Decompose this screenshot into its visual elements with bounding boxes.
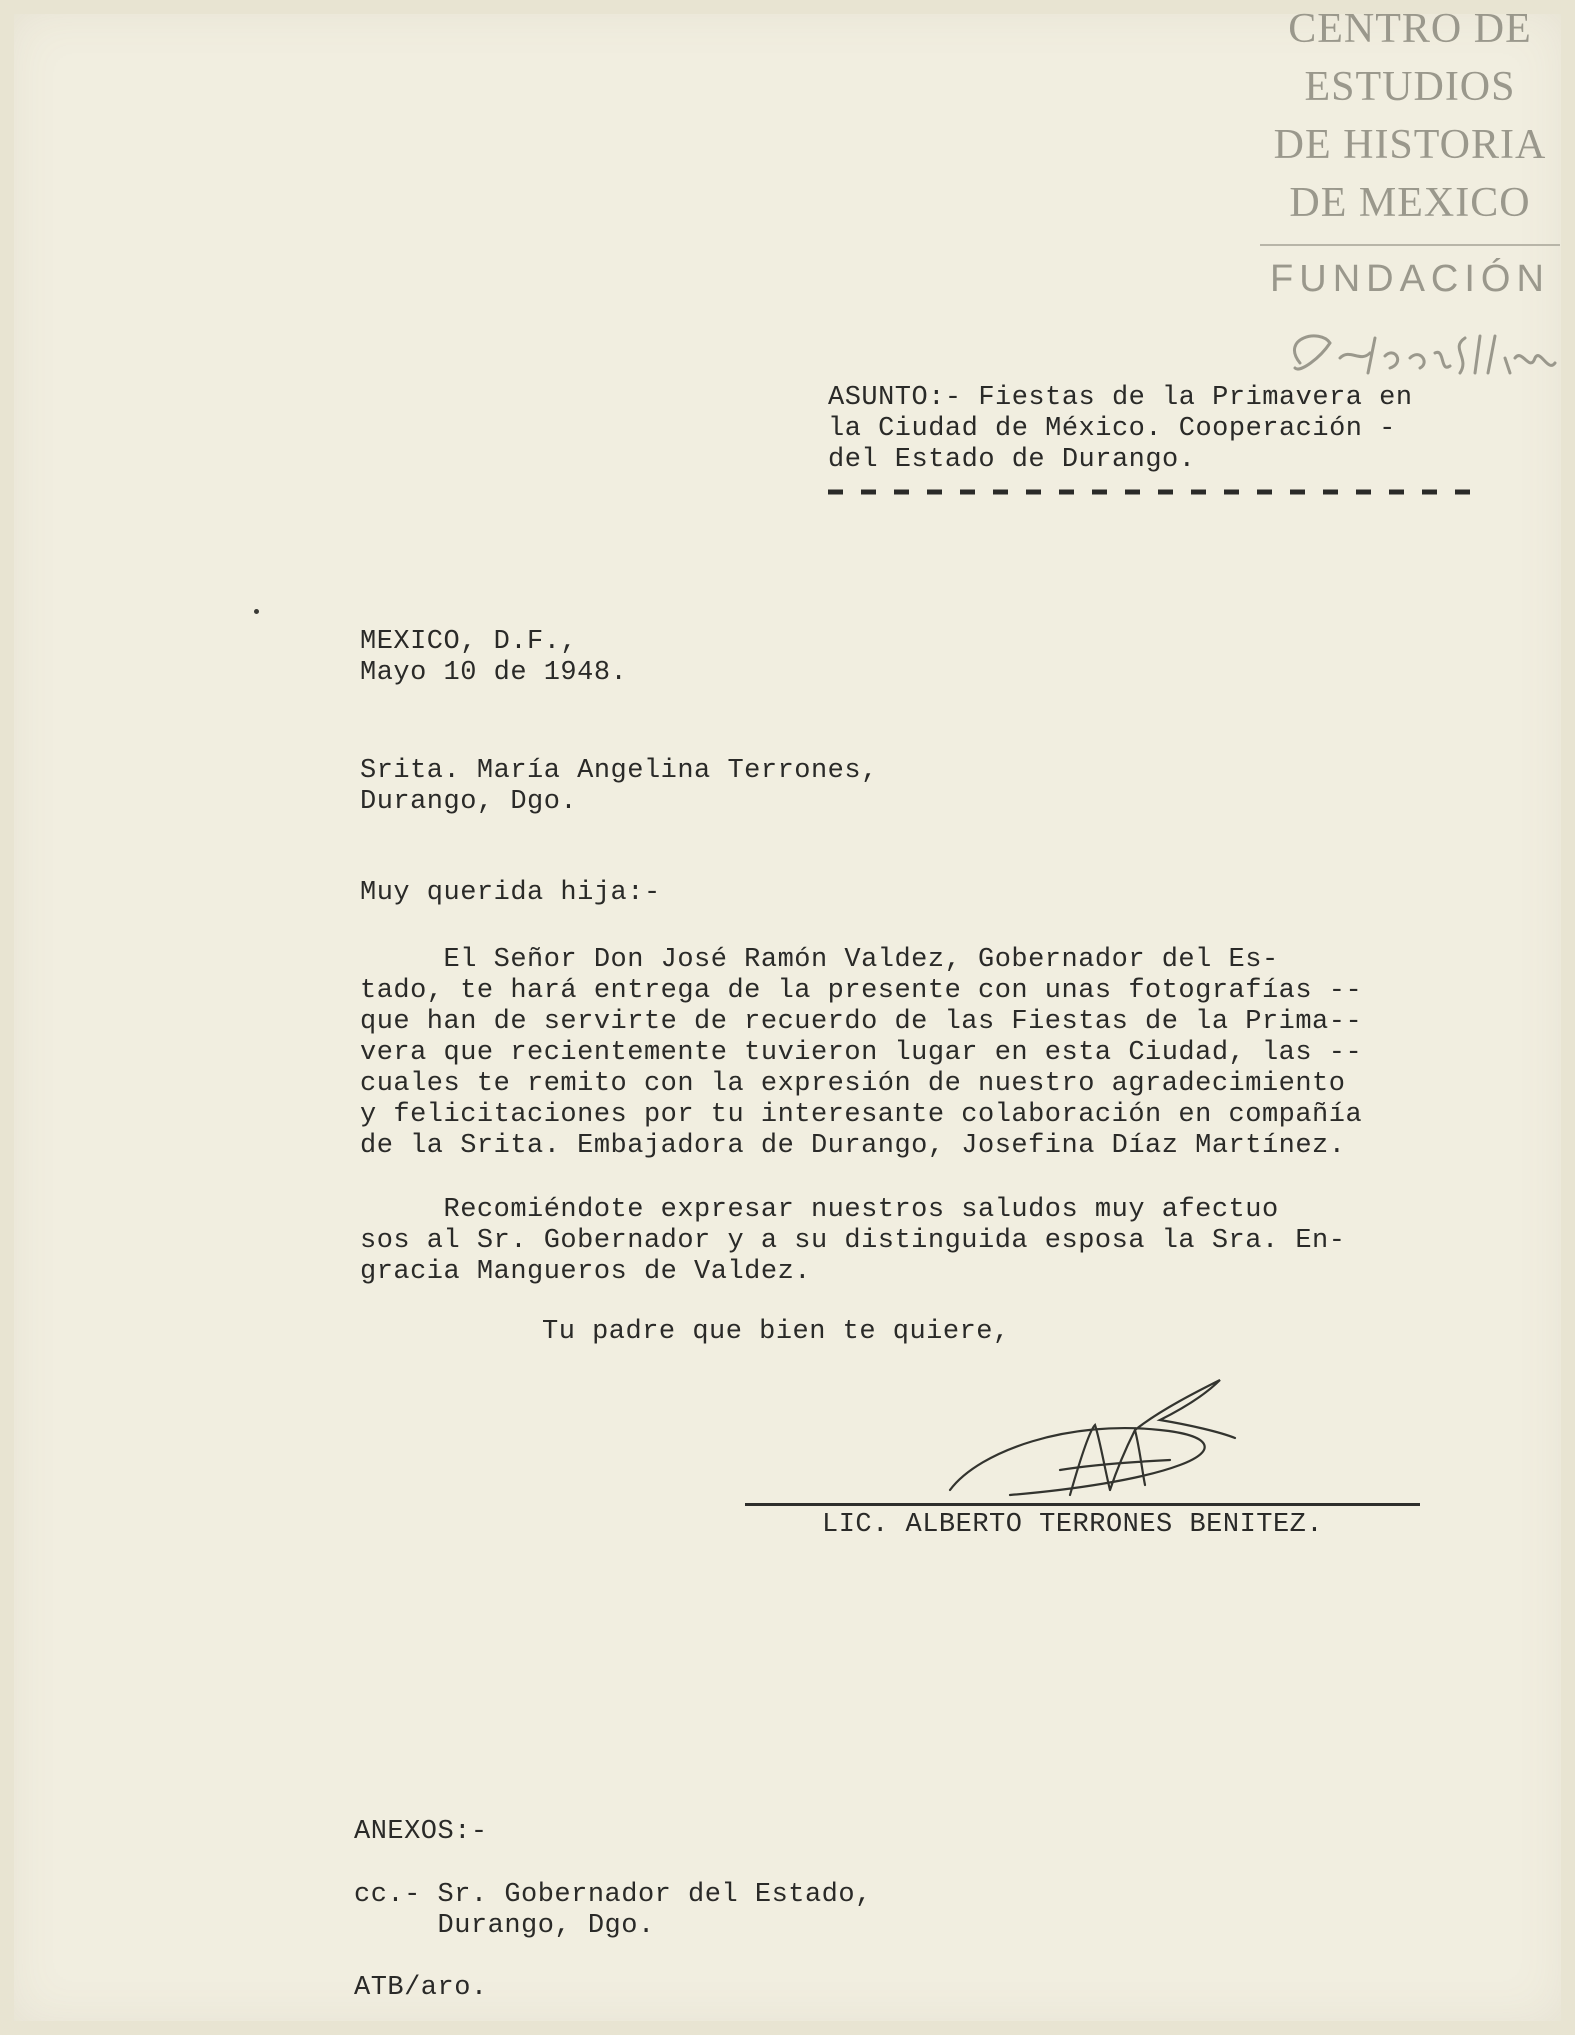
body-line: y felicitaciones por tu interesante colaboración en compañía (360, 1100, 1363, 1130)
subject-line-1: ASUNTO:- Fiestas de la Primavera en (828, 383, 1413, 413)
cc-line-2: Durango, Dgo. (354, 1911, 655, 1941)
signature-line (745, 1503, 1420, 1506)
body-line: Recomiéndote expresar nuestros saludos muy afectuo (360, 1195, 1279, 1225)
recipient-city: Durango, Dgo. (360, 787, 578, 817)
watermark-line: DE MEXICO (1289, 180, 1531, 226)
watermark-line: CENTRO DE (1288, 6, 1532, 52)
body-line: tado, te hará entrega de la presente con unas fotografías -- (360, 976, 1363, 1006)
body-line: de la Srita. Embajadora de Durango, Josefina Díaz Martínez. (360, 1131, 1346, 1161)
watermark-line: DE HISTORIA (1273, 122, 1547, 168)
body-line: El Señor Don José Ramón Valdez, Gobernador del Es- (360, 945, 1279, 975)
date-line: Mayo 10 de 1948. (360, 658, 628, 688)
watermark-divider (1260, 244, 1560, 246)
signatory-name: LIC. ALBERTO TERRONES BENITEZ. (822, 1510, 1324, 1540)
watermark-signature-logo (1260, 318, 1560, 388)
body-line: sos al Sr. Gobernador y a su distinguida esposa la Sra. En- (360, 1226, 1346, 1256)
body-line: gracia Mangueros de Valdez. (360, 1257, 811, 1287)
annexes-label: ANEXOS:- (354, 1817, 488, 1847)
body-line: cuales te remito con la expresión de nuestro agradecimiento (360, 1069, 1346, 1099)
recipient-name: Srita. María Angelina Terrones, (360, 756, 878, 786)
subject-underline-dashes (828, 482, 1478, 502)
handwritten-signature (920, 1370, 1260, 1510)
body-line: que han de servirte de recuerdo de las Fiestas de la Prima-- (360, 1007, 1363, 1037)
cc-line-1: cc.- Sr. Gobernador del Estado, (354, 1880, 872, 1910)
archive-watermark (1260, 0, 1560, 300)
reference-initials: ATB/aro. (354, 1973, 488, 2003)
subject-line-3: del Estado de Durango. (828, 445, 1196, 475)
margin-dot (254, 609, 259, 614)
subject-line-2: la Ciudad de México. Cooperación - (828, 414, 1396, 444)
closing-line: Tu padre que bien te quiere, (542, 1317, 1010, 1347)
place-line: MEXICO, D.F., (360, 627, 578, 657)
watermark-line: ESTUDIOS (1304, 64, 1516, 110)
watermark-foundation: FUNDACIÓN (1270, 258, 1550, 300)
body-line: vera que recientemente tuvieron lugar en esta Ciudad, las -- (360, 1038, 1363, 1068)
salutation: Muy querida hija:- (360, 878, 661, 908)
